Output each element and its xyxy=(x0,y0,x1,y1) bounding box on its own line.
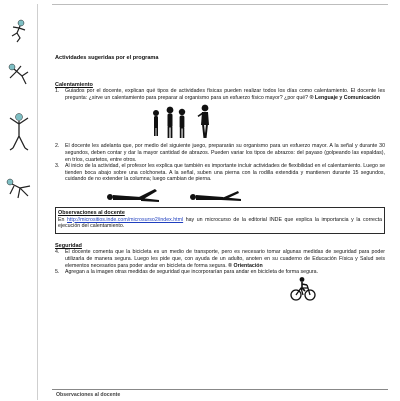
item-number: 4. xyxy=(55,249,60,256)
sidebar-rule xyxy=(37,4,38,400)
item-number: 2. xyxy=(55,143,60,150)
person-lying-stretch-icon xyxy=(55,185,385,205)
warmup-heading: Calentamiento xyxy=(55,81,93,88)
children-group-icon xyxy=(55,103,385,143)
child-on-bicycle-icon xyxy=(55,276,385,302)
item-number: 1. xyxy=(55,88,60,95)
list-item xyxy=(55,163,385,183)
observations-text xyxy=(58,217,382,230)
item-number: 3. xyxy=(55,163,60,170)
item-body: Guiados por el docente, explican qué tipos de actividades físicas pueden realizar todos los días como calentamiento. El docente les pregunta: ¿sirve un calentamiento para preparar al organismo para un esfuerzo físico mayor? ¿por qué? xyxy=(65,88,385,101)
footer-section xyxy=(52,389,388,401)
teacher-observations-box xyxy=(55,207,385,234)
list-item xyxy=(55,143,385,163)
item-text: El docente les adelanta que, por medio del siguiente juego, prepararán su organismo para un esfuerzo mayor. A la señal y durante 30 segundos, deben contar y dar la mayor cantidad de abrazos. Pueden variar los tipos de abrazos: del payaso (golpeando las espaldas), en tríos, cuartetos, entre otros. xyxy=(65,143,385,163)
page-title: Actividades sugeridas por el programa xyxy=(55,55,159,61)
observations-body: hay un microcurso de la editorial INDE que explica la importancia y la correcta ejecución del calentamiento. xyxy=(58,216,382,230)
figure-cartwheel-icon xyxy=(4,58,34,88)
figure-running-icon xyxy=(6,18,32,44)
list-item xyxy=(55,88,385,101)
observations-intro: En xyxy=(58,216,65,223)
safety-heading: Seguridad xyxy=(55,242,82,249)
microcourse-link[interactable]: http://micrositios.inde.com/microsurso2/index.html xyxy=(67,216,184,223)
item-text: Agregan a la imagen otras medidas de seguridad que incorporarían para andar en bicicleta de forma segura. xyxy=(65,269,319,276)
figure-jumping-icon xyxy=(5,112,33,154)
document-body xyxy=(55,55,385,302)
list-item xyxy=(55,249,385,269)
subject-tag: Orientación xyxy=(233,262,263,269)
footer-heading: Observaciones al docente xyxy=(56,392,121,398)
subject-tag: Lenguaje y Comunicación xyxy=(314,94,380,101)
item-text xyxy=(65,88,385,101)
observations-title: Observaciones al docente xyxy=(58,209,125,216)
item-number: 5. xyxy=(55,269,60,276)
top-rule xyxy=(52,4,388,5)
tag-prefix: ® xyxy=(309,94,314,101)
item-text: Al inicio de la actividad, el profesor les explica que también es importante incluir actividades de flexibilidad en el calentamiento. Luego se tienden boca abajo sobre una colchoneta. A la señal, suben una pierna con la rodilla extendida y mantienen durante 15 segundos, cuidando de no extender la columna; luego cambian de pierna. xyxy=(65,163,385,183)
figure-stretching-icon xyxy=(4,174,34,202)
item-text xyxy=(65,249,385,269)
list-item xyxy=(55,269,385,276)
tag-prefix: ® xyxy=(228,262,233,269)
item-body: El docente comenta que la bicicleta es un medio de transporte, pero es necesario tomar algunas medidas de seguridad para poder utilizarla de manera segura. Luego les pide que, con ayuda de un adulto, anoten en su cuaderno de Educación Física y Salud seis elementos necesarios para poder andar en bicicleta de forma segura. xyxy=(65,249,385,269)
